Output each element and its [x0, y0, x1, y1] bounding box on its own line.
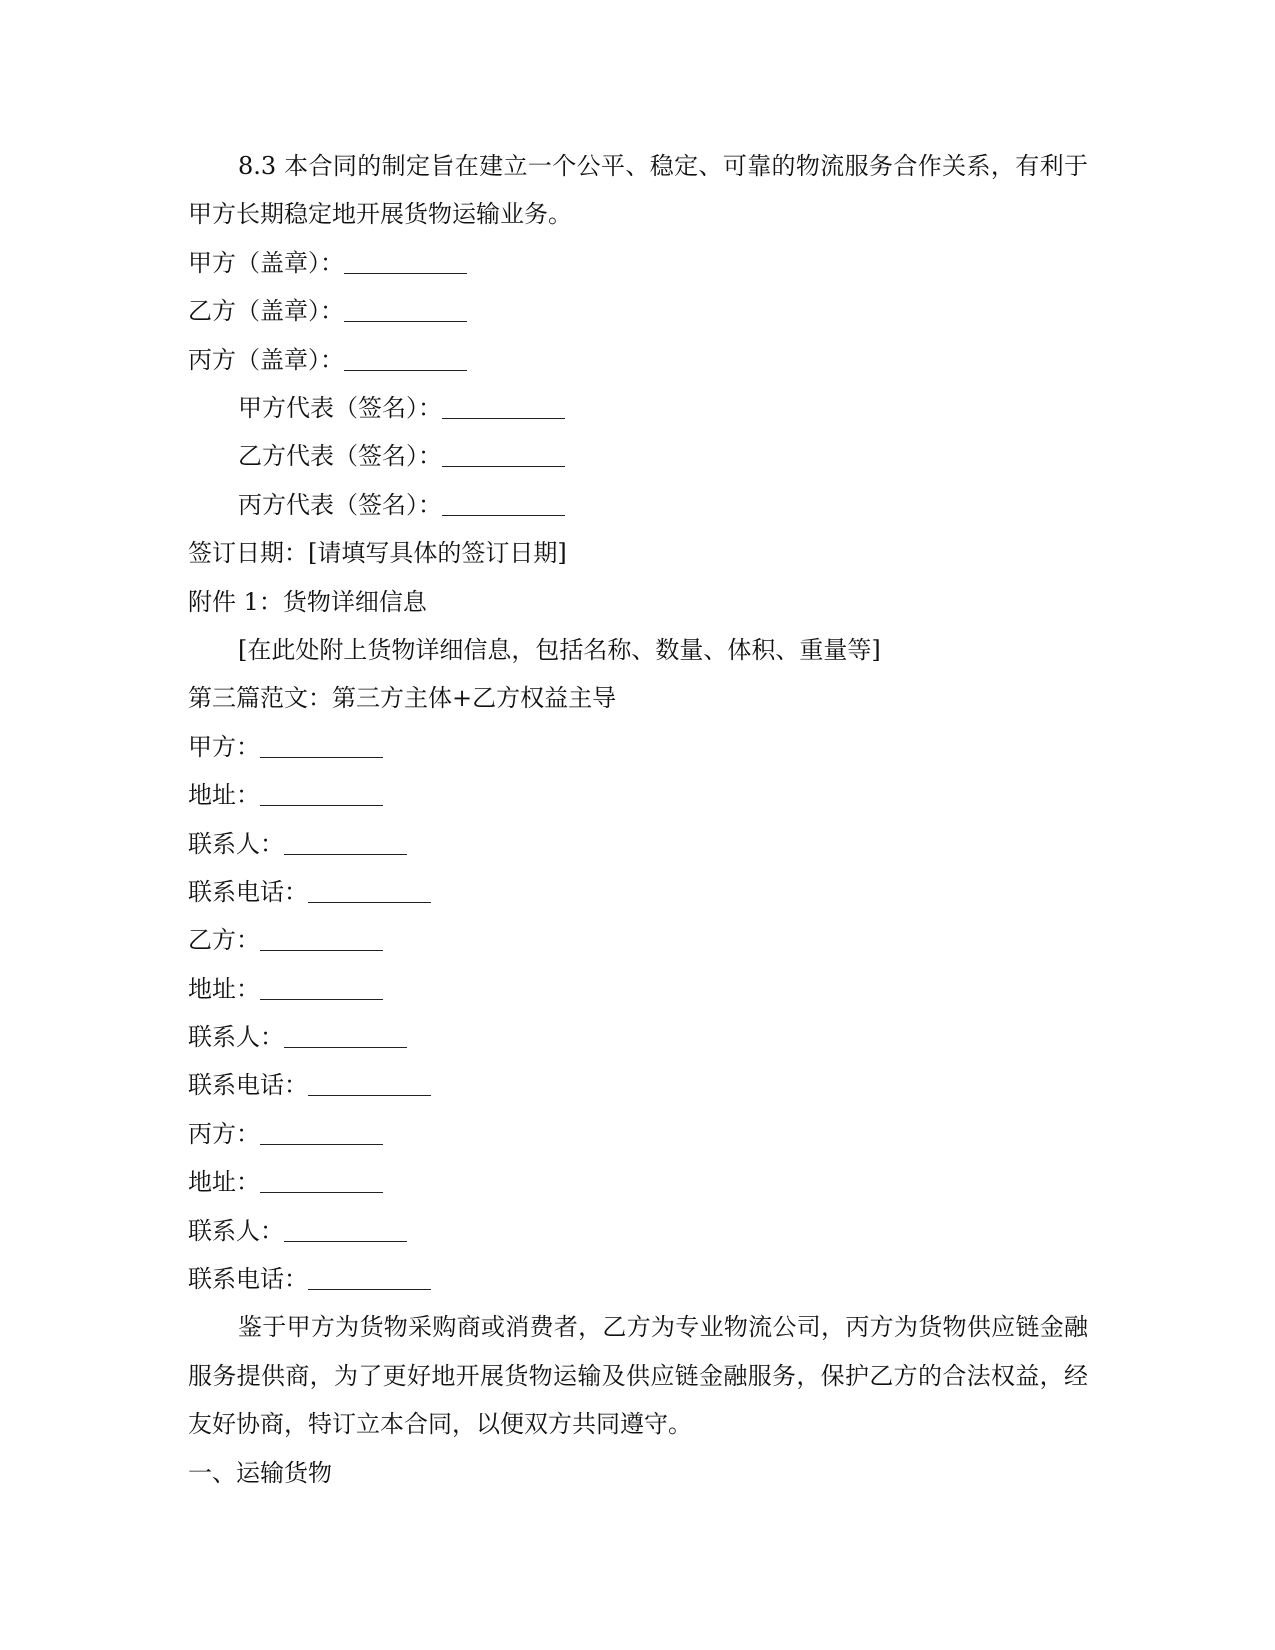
signature-label: 甲方代表（签名）：: [238, 393, 442, 422]
blank-line: [284, 1240, 407, 1242]
party-c-contact: [188, 1207, 1088, 1255]
blank-line: [308, 1288, 431, 1290]
seal-line-party-c: [188, 336, 1088, 384]
party-a-contact: [188, 820, 1088, 868]
party-b-name: [188, 916, 1088, 964]
blank-line: [442, 465, 565, 467]
attachment-title: 附件 1：货物详细信息: [188, 587, 427, 616]
signature-line-party-b: [188, 432, 1088, 480]
field-label: 联系电话：: [188, 1265, 308, 1294]
party-a-phone: [188, 868, 1088, 916]
party-b-contact: [188, 1013, 1088, 1061]
signature-label: 乙方代表（签名）：: [238, 442, 442, 471]
blank-line: [344, 272, 467, 274]
document-body: [188, 142, 1088, 1497]
field-label: 联系人：: [188, 1216, 284, 1245]
party-c-phone: [188, 1255, 1088, 1303]
blank-line: [442, 417, 565, 419]
clause-8-3: 8.3 本合同的制定旨在建立一个公平、稳定、可靠的物流服务合作关系，有利于甲方长期稳定地开展货物运输业务。: [188, 152, 1088, 229]
party-c-address: [188, 1158, 1088, 1206]
field-label: 甲方：: [188, 732, 260, 761]
preamble: 鉴于甲方为货物采购商或消费者，乙方为专业物流公司，丙方为货物供应链金融服务提供商，为了更好地开展货物运输及供应链金融服务，保护乙方的合法权益，经友好协商，特订立本合同，以便双方共同遵守。: [188, 1313, 1088, 1439]
seal-label: 乙方（盖章）：: [188, 297, 344, 326]
field-label: 乙方：: [188, 926, 260, 955]
blank-line: [260, 1143, 383, 1145]
blank-line: [284, 1046, 407, 1048]
blank-line: [344, 369, 467, 371]
attachment-note: [在此处附上货物详细信息，包括名称、数量、体积、重量等]: [238, 635, 881, 664]
seal-label: 甲方（盖章）：: [188, 248, 344, 277]
field-label: 联系电话：: [188, 1071, 308, 1100]
blank-line: [260, 804, 383, 806]
party-a-name: [188, 723, 1088, 771]
signature-line-party-a: [188, 384, 1088, 432]
blank-line: [344, 320, 467, 322]
field-label: 联系电话：: [188, 877, 308, 906]
blank-line: [284, 853, 407, 855]
signature-line-party-c: [188, 481, 1088, 529]
party-a-address: [188, 771, 1088, 819]
blank-line: [442, 514, 565, 516]
party-b-address: [188, 965, 1088, 1013]
field-label: 联系人：: [188, 1023, 284, 1052]
seal-line-party-a: [188, 239, 1088, 287]
section-1-title: 一、运输货物: [188, 1458, 332, 1487]
blank-line: [260, 1191, 383, 1193]
sign-date: 签订日期：[请填写具体的签订日期]: [188, 539, 567, 568]
blank-line: [260, 949, 383, 951]
party-c-name: [188, 1110, 1088, 1158]
field-label: 联系人：: [188, 829, 284, 858]
blank-line: [308, 901, 431, 903]
blank-line: [308, 1094, 431, 1096]
field-label: 地址：: [188, 1168, 260, 1197]
field-label: 地址：: [188, 781, 260, 810]
blank-line: [260, 756, 383, 758]
field-label: 丙方：: [188, 1119, 260, 1148]
seal-label: 丙方（盖章）：: [188, 345, 344, 374]
field-label: 地址：: [188, 974, 260, 1003]
blank-line: [260, 998, 383, 1000]
party-b-phone: [188, 1061, 1088, 1109]
seal-line-party-b: [188, 287, 1088, 335]
sample-title: 第三篇范文：第三方主体+乙方权益主导: [188, 684, 617, 713]
signature-label: 丙方代表（签名）：: [238, 490, 442, 519]
